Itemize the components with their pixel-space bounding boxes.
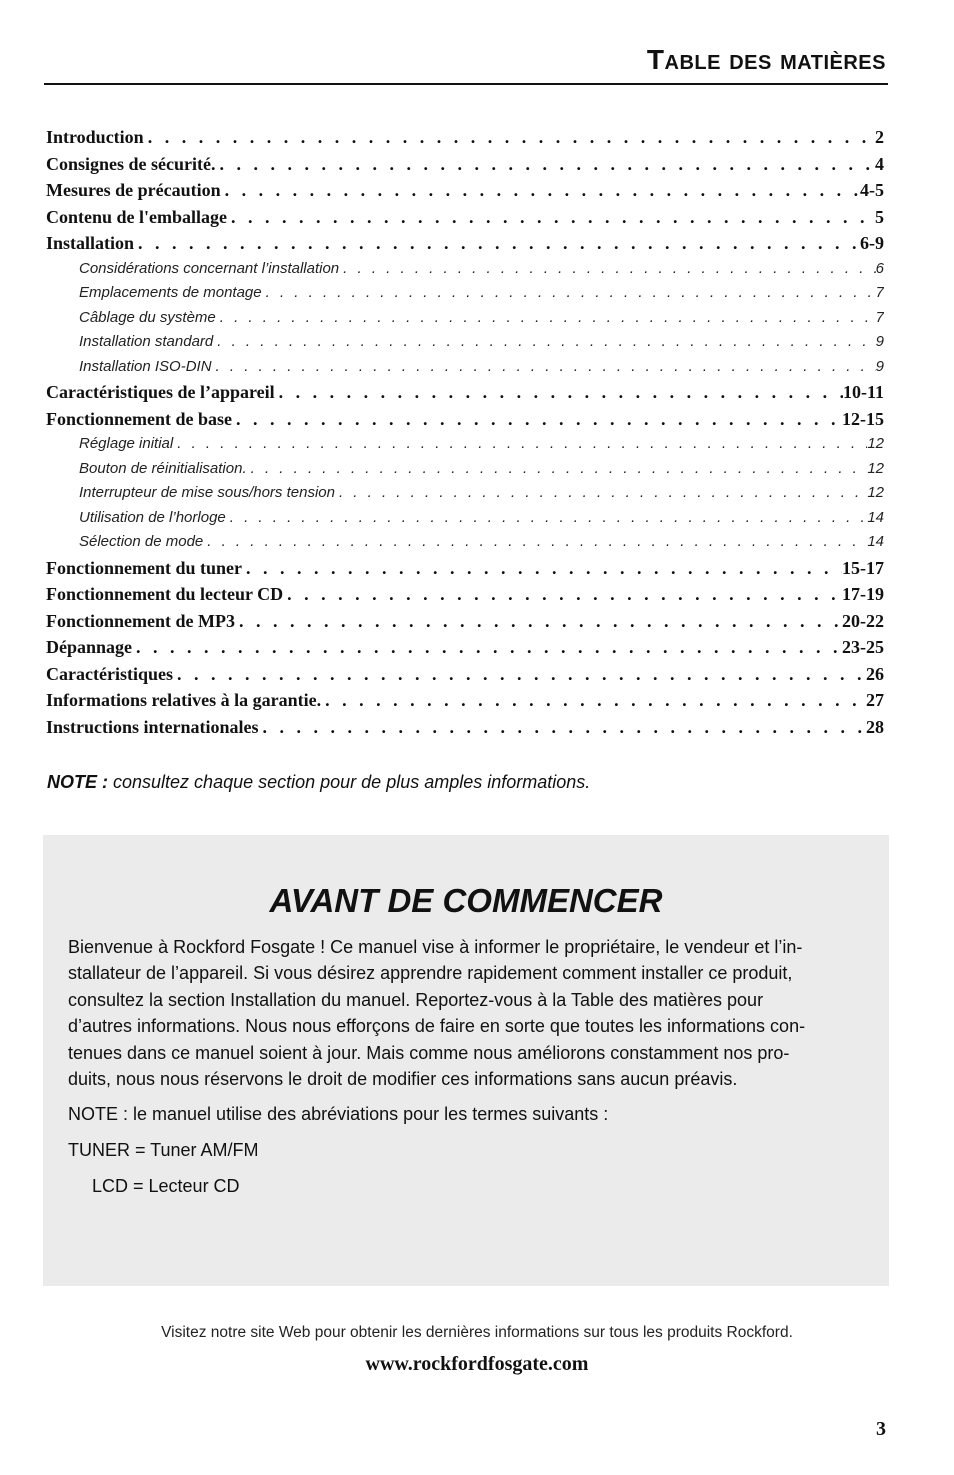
toc-entry-label: Installation ISO-DIN (79, 357, 212, 375)
toc-leader-dots (275, 382, 843, 403)
toc-entry-page: 4 (875, 153, 884, 174)
toc-subentry (46, 509, 884, 534)
toc-entry-label: Caractéristiques (46, 663, 173, 684)
toc-entry-page: 7 (875, 284, 884, 301)
toc-entry (46, 180, 884, 207)
toc-leader-dots (259, 717, 866, 738)
note-label: NOTE : (47, 772, 108, 792)
toc-entry-label: Caractéristiques de l’appareil (46, 382, 275, 402)
toc-entry-page: 12 (867, 484, 884, 501)
toc-entry (46, 584, 884, 611)
toc-entry-label: Considérations concernant l’installation (79, 259, 340, 277)
toc-entry-page: 12 (867, 459, 884, 477)
abbreviation-tuner: TUNER = Tuner AM/FM (68, 1140, 259, 1160)
toc-entry (46, 558, 884, 585)
toc-entry-page: 12-15 (842, 408, 884, 429)
toc-entry-page: 20-22 (842, 610, 884, 631)
toc-entry-page: 23-25 (842, 637, 884, 657)
toc-entry-page: 6-9 (860, 233, 884, 253)
toc-leader-dots (232, 409, 842, 430)
toc-entry-page: 27 (866, 690, 884, 710)
toc-leader-dots (203, 533, 867, 550)
toc-leader-dots (262, 284, 876, 301)
toc-subentry (46, 358, 884, 383)
box-title: AVANT DE COMMENCER (269, 882, 663, 919)
toc-leader-dots (321, 690, 866, 711)
toc-leader-dots (216, 154, 876, 175)
toc-entry-label: Informations relatives à la garantie. (46, 690, 322, 710)
toc-leader-dots (242, 558, 842, 579)
page-title: Table des matières (646, 44, 886, 75)
toc-entry (46, 207, 884, 234)
toc-entry-label: Dépannage (46, 637, 133, 657)
box-line: consultez la section Installation du manuel. Reportez-vous à la Table des matières pour (68, 989, 764, 1010)
toc-leader-dots (283, 584, 842, 605)
toc-entry-page: 2 (875, 127, 884, 147)
toc-entry-label: Emplacements de montage (79, 284, 262, 301)
toc-subentry (46, 484, 884, 509)
box-line: stallateur de l’appareil. Si vous désirez apprendre rapidement comment installer ce produit, (68, 963, 793, 984)
before-you-start-box (43, 835, 889, 1286)
toc-entry-page: 17-19 (842, 584, 884, 604)
toc-entry-page: 28 (866, 716, 884, 737)
toc-entry (46, 637, 884, 664)
toc-entry-label: Introduction (46, 127, 144, 147)
toc-entry (46, 611, 884, 638)
toc-entry-label: Câblage du système (79, 308, 216, 326)
toc-subentry (46, 284, 884, 309)
toc-entry-page: 15-17 (842, 557, 884, 578)
toc-leader-dots (247, 460, 868, 477)
toc-entry (46, 233, 884, 260)
toc-leader-dots (144, 127, 875, 148)
toc-leader-dots (227, 207, 875, 228)
toc-entry-label: Fonctionnement de MP3 (46, 610, 235, 631)
toc-leader-dots (226, 509, 868, 526)
toc-entry (46, 664, 884, 691)
toc-entry-label: Consignes de sécurité. (46, 153, 216, 174)
toc-entry-page: 7 (875, 308, 884, 326)
toc-subentry (46, 333, 884, 358)
toc-entry-label: Fonctionnement du lecteur CD (46, 584, 284, 604)
box-line: Bienvenue à Rockford Fosgate ! Ce manuel vise à informer le propriétaire, le vendeur et l’in- (68, 937, 803, 957)
toc-leader-dots (335, 484, 867, 501)
toc-entry-page: 5 (875, 206, 884, 227)
website-invitation: Visitez notre site Web pour obtenir les dernières informations sur tous les produits Rockford. (161, 1324, 793, 1341)
toc-entry-label: Interrupteur de mise sous/hors tension (79, 484, 335, 501)
header-divider (44, 83, 888, 85)
toc-leader-dots (213, 333, 875, 350)
toc-entry-label: Réglage initial (79, 435, 174, 452)
toc-leader-dots (173, 664, 866, 685)
toc-leader-dots (221, 180, 860, 201)
toc-entry-page: 14 (867, 508, 884, 526)
box-line: duits, nous nous réservons le droit de modifier ces informations sans aucun préavis. (68, 1069, 738, 1090)
toc-subentry (46, 460, 884, 485)
page-number: 3 (876, 1418, 886, 1440)
toc-entry (46, 717, 884, 744)
toc-entry-label: Instructions internationales (46, 716, 259, 737)
box-line: d’autres informations. Nous nous efforçons de faire en sorte que toutes les informations con- (68, 1016, 806, 1037)
toc-entry-label: Mesures de précaution (46, 180, 221, 200)
toc-entry (46, 409, 884, 436)
table-of-contents (46, 127, 884, 743)
toc-entry-label: Sélection de mode (79, 533, 204, 550)
toc-leader-dots (216, 309, 876, 326)
toc-leader-dots (212, 358, 876, 375)
toc-entry-label: Contenu de l'emballage (46, 206, 228, 227)
toc-entry (46, 154, 884, 181)
toc-subentry (46, 309, 884, 334)
toc-entry-page: 10-11 (842, 382, 884, 402)
toc-entry-label: Installation standard (79, 333, 214, 350)
toc-entry-label: Fonctionnement du tuner (46, 557, 243, 578)
toc-entry (46, 382, 884, 409)
toc-note (47, 772, 590, 793)
toc-entry-page: 9 (875, 357, 884, 375)
toc-entry-label: Utilisation de l’horloge (79, 508, 226, 526)
toc-entry-page: 6 (875, 259, 884, 277)
toc-entry-page: 12 (867, 435, 884, 452)
toc-entry-label: Fonctionnement de base (46, 408, 232, 429)
box-paragraph (68, 934, 867, 1092)
note-text: consultez chaque section pour de plus amples informations. (113, 772, 591, 792)
toc-entry-label: Bouton de réinitialisation. (79, 459, 247, 477)
toc-entry-page: 4-5 (860, 180, 884, 200)
toc-leader-dots (235, 611, 842, 632)
toc-entry-page: 9 (875, 333, 884, 350)
toc-subentry (46, 435, 884, 460)
toc-entry-page: 14 (867, 533, 884, 550)
toc-subentry (46, 533, 884, 558)
toc-entry-page: 26 (866, 663, 884, 684)
website-link[interactable]: www.rockfordfosgate.com (365, 1353, 589, 1375)
toc-leader-dots (339, 260, 876, 277)
toc-entry (46, 127, 884, 154)
toc-entry (46, 690, 884, 717)
toc-subentry (46, 260, 884, 285)
toc-leader-dots (132, 637, 842, 658)
toc-entry-label: Installation (46, 233, 135, 253)
abbreviation-lcd: LCD = Lecteur CD (92, 1176, 240, 1196)
box-line: tenues dans ce manuel soient à jour. Mais comme nous améliorons constamment nos pro- (68, 1042, 790, 1063)
toc-leader-dots (173, 435, 867, 452)
toc-leader-dots (134, 233, 860, 254)
abbreviation-note: NOTE : le manuel utilise des abréviations pour les termes suivants : (68, 1104, 609, 1124)
